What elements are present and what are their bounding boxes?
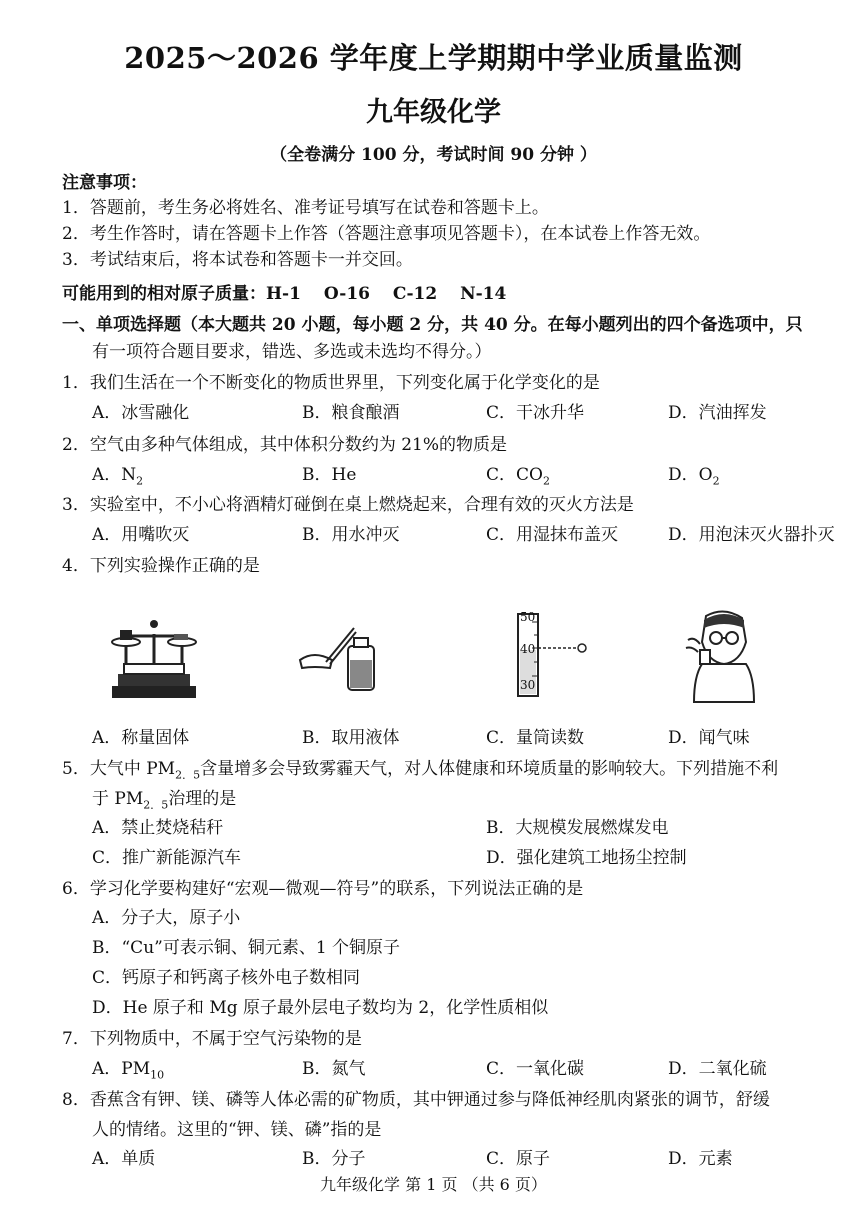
q4-option-c: C．量筒读数 xyxy=(486,728,585,748)
cylinder-tick-50: 50 xyxy=(520,610,536,624)
q1-option-d: D．汽油挥发 xyxy=(668,403,767,423)
page-footer: 九年级化学 第 1 页 （共 6 页） xyxy=(320,1175,547,1194)
q2-option-a: A．$N_2$ xyxy=(92,465,144,488)
q3-option-a: A．用嘴吹灭 xyxy=(92,525,190,545)
q8-stem-line2: 人的情绪。这里的“钾、镁、磷”指的是 xyxy=(92,1120,382,1140)
q6-option-a: A．分子大，原子小 xyxy=(92,908,241,928)
q1-option-b: B．粮食酿酒 xyxy=(302,403,400,423)
q6-stem: 6．学习化学要构建好“宏观—微观—符号”的联系，下列说法正确的是 xyxy=(62,879,584,899)
section1-heading: 一、单项选择题（本大题共 20 小题，每小题 2 分，共 40 分。在每小题列出的四个备选项中，只 xyxy=(62,315,803,335)
q4-option-d: D．闻气味 xyxy=(668,728,750,748)
q7-option-c: C．一氧化碳 xyxy=(486,1059,585,1079)
q6-option-b: B．“Cu”可表示铜、铜元素、1 个铜原子 xyxy=(92,938,401,958)
q1-option-c: C．干冰升华 xyxy=(486,403,585,423)
q3-stem: 3．实验室中，不小心将酒精灯碰倒在桌上燃烧起来，合理有效的灭火方法是 xyxy=(62,495,634,515)
cylinder-tick-30: 30 xyxy=(520,678,536,692)
cylinder-tick-40: 40 xyxy=(520,642,536,656)
q1-stem: 1．我们生活在一个不断变化的物质世界里，下列变化属于化学变化的是 xyxy=(62,373,600,393)
q5-option-a: A．禁止焚烧秸秆 xyxy=(92,818,224,838)
q3-option-d: D．用泡沫灭火器扑灭 xyxy=(668,525,835,545)
q4-stem: 4．下列实验操作正确的是 xyxy=(62,556,260,576)
q8-option-c: C．原子 xyxy=(486,1149,551,1169)
q1-option-a: A．冰雪融化 xyxy=(92,403,190,423)
q5-option-d: D．强化建筑工地扬尘控制 xyxy=(486,848,687,868)
q2-option-d: D．$O_2$ xyxy=(668,465,720,488)
q4-option-a: A．称量固体 xyxy=(92,728,190,748)
q3-option-c: C．用湿抹布盖灭 xyxy=(486,525,619,545)
atomic-mass-line: 可能用到的相对原子质量：H-1 O-16 C-12 N-14 xyxy=(62,284,507,304)
notice-heading: 注意事项： xyxy=(62,173,147,193)
notice-item-2: 2．考生作答时，请在答题卡上作答（答题注意事项见答题卡），在本试卷上作答无效。 xyxy=(62,224,711,244)
q4-option-b: B．取用液体 xyxy=(302,728,400,748)
q2-option-c: C．$CO_2$ xyxy=(486,465,550,488)
q8-option-d: D．元素 xyxy=(668,1149,733,1169)
q7-stem: 7．下列物质中，不属于空气污染物的是 xyxy=(62,1029,362,1049)
q8-option-b: B．分子 xyxy=(302,1149,366,1169)
exam-note: （全卷满分 100 分，考试时间 90 分钟 ） xyxy=(270,145,597,165)
q7-option-a: A．$PM_{10}$ xyxy=(92,1059,165,1082)
q2-option-b: B．He xyxy=(302,465,357,485)
exam-title: 2025～2026 学年度上学期期中学业质量监测 xyxy=(124,41,743,75)
q8-option-a: A．单质 xyxy=(92,1149,156,1169)
q6-option-d: D．He 原子和 Mg 原子最外层电子数均为 2，化学性质相似 xyxy=(92,998,549,1018)
section1-heading-cont: 有一项符合题目要求，错选、多选或未选均不得分。） xyxy=(92,342,492,362)
q3-option-b: B．用水冲灭 xyxy=(302,525,400,545)
notice-item-3: 3．考试结束后，将本试卷和答题卡一并交回。 xyxy=(62,250,413,270)
q7-option-d: D．二氧化硫 xyxy=(668,1059,767,1079)
q6-option-c: C．钙原子和钙离子核外电子数相同 xyxy=(92,968,361,988)
subject-title: 九年级化学 xyxy=(366,97,501,128)
q8-stem-line1: 8．香蕉含有钾、镁、磷等人体必需的矿物质，其中钾通过参与降低神经肌肉紧张的调节，舒缓 xyxy=(62,1090,770,1110)
notice-item-1: 1．答题前，考生务必将姓名、准考证号填写在试卷和答题卡上。 xyxy=(62,198,549,218)
q5-option-b: B．大规模发展燃煤发电 xyxy=(486,818,669,838)
q7-option-b: B．氮气 xyxy=(302,1059,366,1079)
q5-option-c: C．推广新能源汽车 xyxy=(92,848,242,868)
q5-stem-line2: 于 $PM_{2.5}$治理的是 xyxy=(92,789,237,812)
smelling-figure xyxy=(680,606,766,706)
pouring-figure xyxy=(296,624,380,696)
q5-stem-line1: 5．大气中 $PM_{2.5}$含量增多会导致雾霾天气，对人体健康和环境质量的影响较大。下列措施不利 xyxy=(62,759,779,782)
balance-figure xyxy=(104,612,204,702)
q2-stem: 2．空气由多种气体组成，其中体积分数约为 21%的物质是 xyxy=(62,435,508,455)
